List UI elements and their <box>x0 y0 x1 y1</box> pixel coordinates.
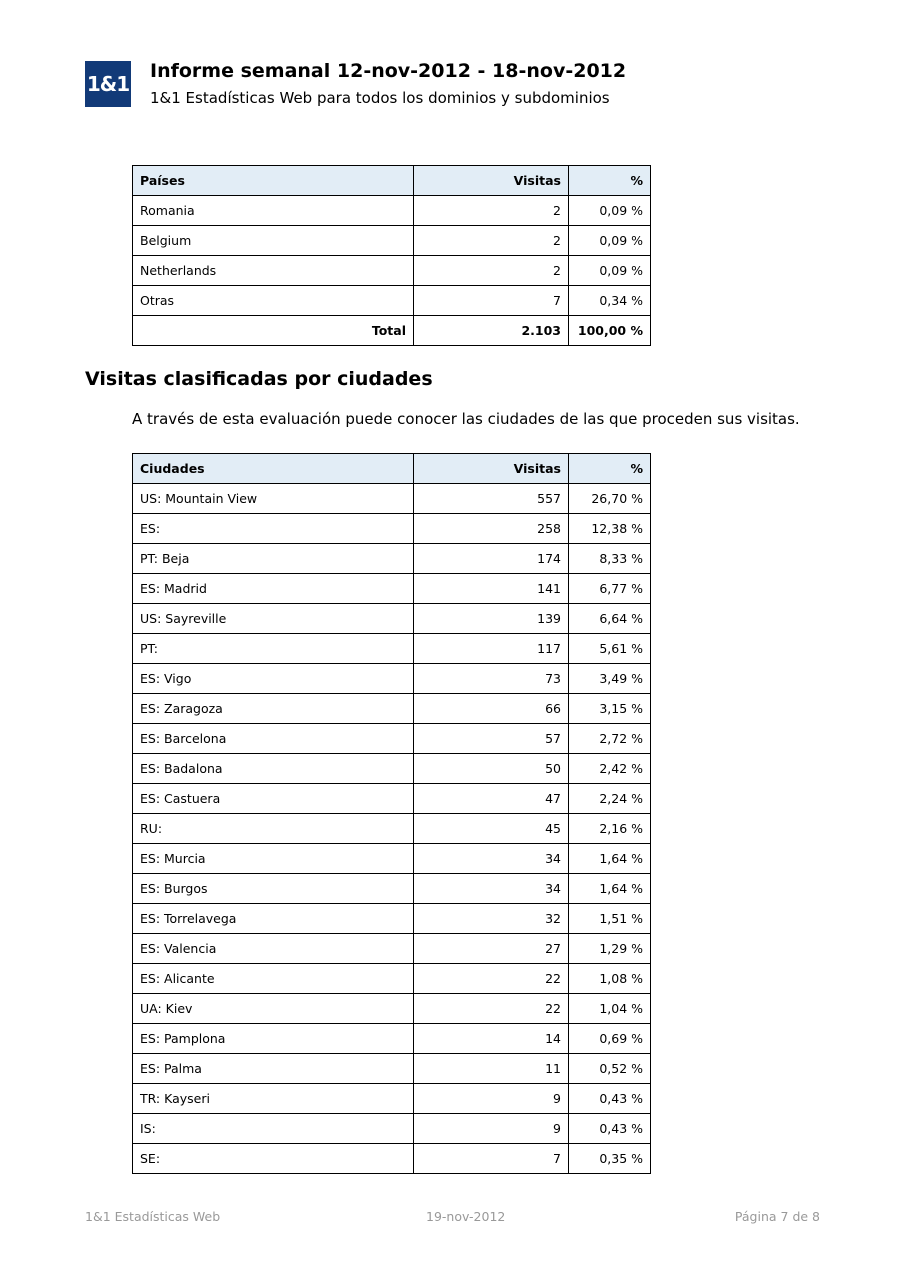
cell-percent: 2,72 % <box>569 724 651 754</box>
cell-name: ES: Castuera <box>133 784 414 814</box>
cell-percent: 2,24 % <box>569 784 651 814</box>
cell-name: PT: Beja <box>133 544 414 574</box>
cell-name: SE: <box>133 1144 414 1174</box>
cell-name: ES: Burgos <box>133 874 414 904</box>
cell-percent: 1,64 % <box>569 844 651 874</box>
cell-name: Romania <box>133 196 414 226</box>
cell-name: ES: Palma <box>133 1054 414 1084</box>
cell-visits: 50 <box>414 754 569 784</box>
table-row <box>133 994 651 1024</box>
cell-percent: 2,42 % <box>569 754 651 784</box>
cell-percent: 0,43 % <box>569 1084 651 1114</box>
table-row <box>133 1084 651 1114</box>
brand-logo: 1&1 <box>85 61 131 107</box>
cell-name: Otras <box>133 286 414 316</box>
table-row <box>133 934 651 964</box>
footer-app-name: 1&1 Estadísticas Web <box>85 1209 221 1224</box>
cell-percent: 1,51 % <box>569 904 651 934</box>
cell-visits: 73 <box>414 664 569 694</box>
cell-percent: 12,38 % <box>569 514 651 544</box>
cell-percent: 0,35 % <box>569 1144 651 1174</box>
section-heading: Visitas clasificadas por ciudades <box>85 368 433 390</box>
total-visits: 2.103 <box>414 316 569 346</box>
column-header-percent: % <box>569 166 651 196</box>
cell-percent: 1,64 % <box>569 874 651 904</box>
table-row <box>133 196 651 226</box>
cell-name: ES: Vigo <box>133 664 414 694</box>
cell-name: PT: <box>133 634 414 664</box>
cell-percent: 26,70 % <box>569 484 651 514</box>
table-row <box>133 634 651 664</box>
cell-name: ES: Madrid <box>133 574 414 604</box>
cell-visits: 2 <box>414 196 569 226</box>
cell-visits: 9 <box>414 1114 569 1144</box>
cell-visits: 258 <box>414 514 569 544</box>
table-row <box>133 544 651 574</box>
table-header-row <box>133 166 651 196</box>
cell-visits: 34 <box>414 844 569 874</box>
cell-name: ES: Valencia <box>133 934 414 964</box>
report-subtitle: 1&1 Estadísticas Web para todos los dominios y subdominios <box>150 89 610 107</box>
column-header-visits: Visitas <box>414 166 569 196</box>
cell-percent: 6,77 % <box>569 574 651 604</box>
cell-visits: 141 <box>414 574 569 604</box>
table-row <box>133 514 651 544</box>
table-row <box>133 784 651 814</box>
cities-table <box>132 453 651 1174</box>
cell-visits: 22 <box>414 964 569 994</box>
cell-percent: 3,49 % <box>569 664 651 694</box>
cell-visits: 66 <box>414 694 569 724</box>
column-header-city: Ciudades <box>133 454 414 484</box>
total-row <box>133 316 651 346</box>
countries-table <box>132 165 651 346</box>
table-row <box>133 814 651 844</box>
cell-percent: 5,61 % <box>569 634 651 664</box>
cell-percent: 0,09 % <box>569 256 651 286</box>
cell-name: ES: Badalona <box>133 754 414 784</box>
cell-name: UA: Kiev <box>133 994 414 1024</box>
cell-visits: 139 <box>414 604 569 634</box>
column-header-country: Países <box>133 166 414 196</box>
cell-visits: 2 <box>414 226 569 256</box>
table-row <box>133 844 651 874</box>
cell-percent: 2,16 % <box>569 814 651 844</box>
cell-visits: 557 <box>414 484 569 514</box>
table-row <box>133 904 651 934</box>
table-row <box>133 1144 651 1174</box>
table-row <box>133 694 651 724</box>
cell-visits: 27 <box>414 934 569 964</box>
cell-name: ES: Pamplona <box>133 1024 414 1054</box>
cell-percent: 0,43 % <box>569 1114 651 1144</box>
column-header-visits: Visitas <box>414 454 569 484</box>
cell-visits: 7 <box>414 1144 569 1174</box>
cell-percent: 3,15 % <box>569 694 651 724</box>
cell-name: ES: Murcia <box>133 844 414 874</box>
table-row <box>133 754 651 784</box>
cell-percent: 8,33 % <box>569 544 651 574</box>
section-description: A través de esta evaluación puede conocer las ciudades de las que proceden sus visitas. <box>132 410 800 428</box>
table-row <box>133 724 651 754</box>
cell-visits: 22 <box>414 994 569 1024</box>
table-row <box>133 574 651 604</box>
cell-visits: 174 <box>414 544 569 574</box>
total-percent: 100,00 % <box>569 316 651 346</box>
cell-name: ES: Zaragoza <box>133 694 414 724</box>
footer-page-number: Página 7 de 8 <box>734 1209 820 1224</box>
table-row <box>133 874 651 904</box>
table-row <box>133 964 651 994</box>
cell-visits: 57 <box>414 724 569 754</box>
cell-percent: 0,09 % <box>569 196 651 226</box>
cell-name: ES: Alicante <box>133 964 414 994</box>
cell-name: IS: <box>133 1114 414 1144</box>
cell-percent: 0,52 % <box>569 1054 651 1084</box>
cell-name: TR: Kayseri <box>133 1084 414 1114</box>
column-header-percent: % <box>569 454 651 484</box>
cell-name: US: Mountain View <box>133 484 414 514</box>
cell-percent: 0,09 % <box>569 226 651 256</box>
cell-visits: 117 <box>414 634 569 664</box>
cell-visits: 32 <box>414 904 569 934</box>
footer-date: 19-nov-2012 <box>426 1209 506 1224</box>
cell-name: ES: Barcelona <box>133 724 414 754</box>
table-row <box>133 604 651 634</box>
cell-percent: 0,69 % <box>569 1024 651 1054</box>
cell-percent: 1,04 % <box>569 994 651 1024</box>
cell-visits: 7 <box>414 286 569 316</box>
cell-percent: 1,08 % <box>569 964 651 994</box>
cell-visits: 34 <box>414 874 569 904</box>
cell-visits: 45 <box>414 814 569 844</box>
cell-name: ES: Torrelavega <box>133 904 414 934</box>
cell-name: RU: <box>133 814 414 844</box>
cell-visits: 2 <box>414 256 569 286</box>
table-row <box>133 286 651 316</box>
table-row <box>133 1114 651 1144</box>
cell-visits: 47 <box>414 784 569 814</box>
cell-percent: 1,29 % <box>569 934 651 964</box>
cell-name: ES: <box>133 514 414 544</box>
report-title: Informe semanal 12-nov-2012 - 18-nov-2012 <box>150 60 627 82</box>
table-header-row <box>133 454 651 484</box>
total-label: Total <box>133 316 414 346</box>
cell-visits: 9 <box>414 1084 569 1114</box>
cell-percent: 6,64 % <box>569 604 651 634</box>
table-row <box>133 226 651 256</box>
cell-visits: 14 <box>414 1024 569 1054</box>
table-row <box>133 1054 651 1084</box>
cell-visits: 11 <box>414 1054 569 1084</box>
cell-name: US: Sayreville <box>133 604 414 634</box>
cell-name: Netherlands <box>133 256 414 286</box>
table-row <box>133 256 651 286</box>
cell-percent: 0,34 % <box>569 286 651 316</box>
table-row <box>133 484 651 514</box>
cell-name: Belgium <box>133 226 414 256</box>
table-row <box>133 1024 651 1054</box>
table-row <box>133 664 651 694</box>
